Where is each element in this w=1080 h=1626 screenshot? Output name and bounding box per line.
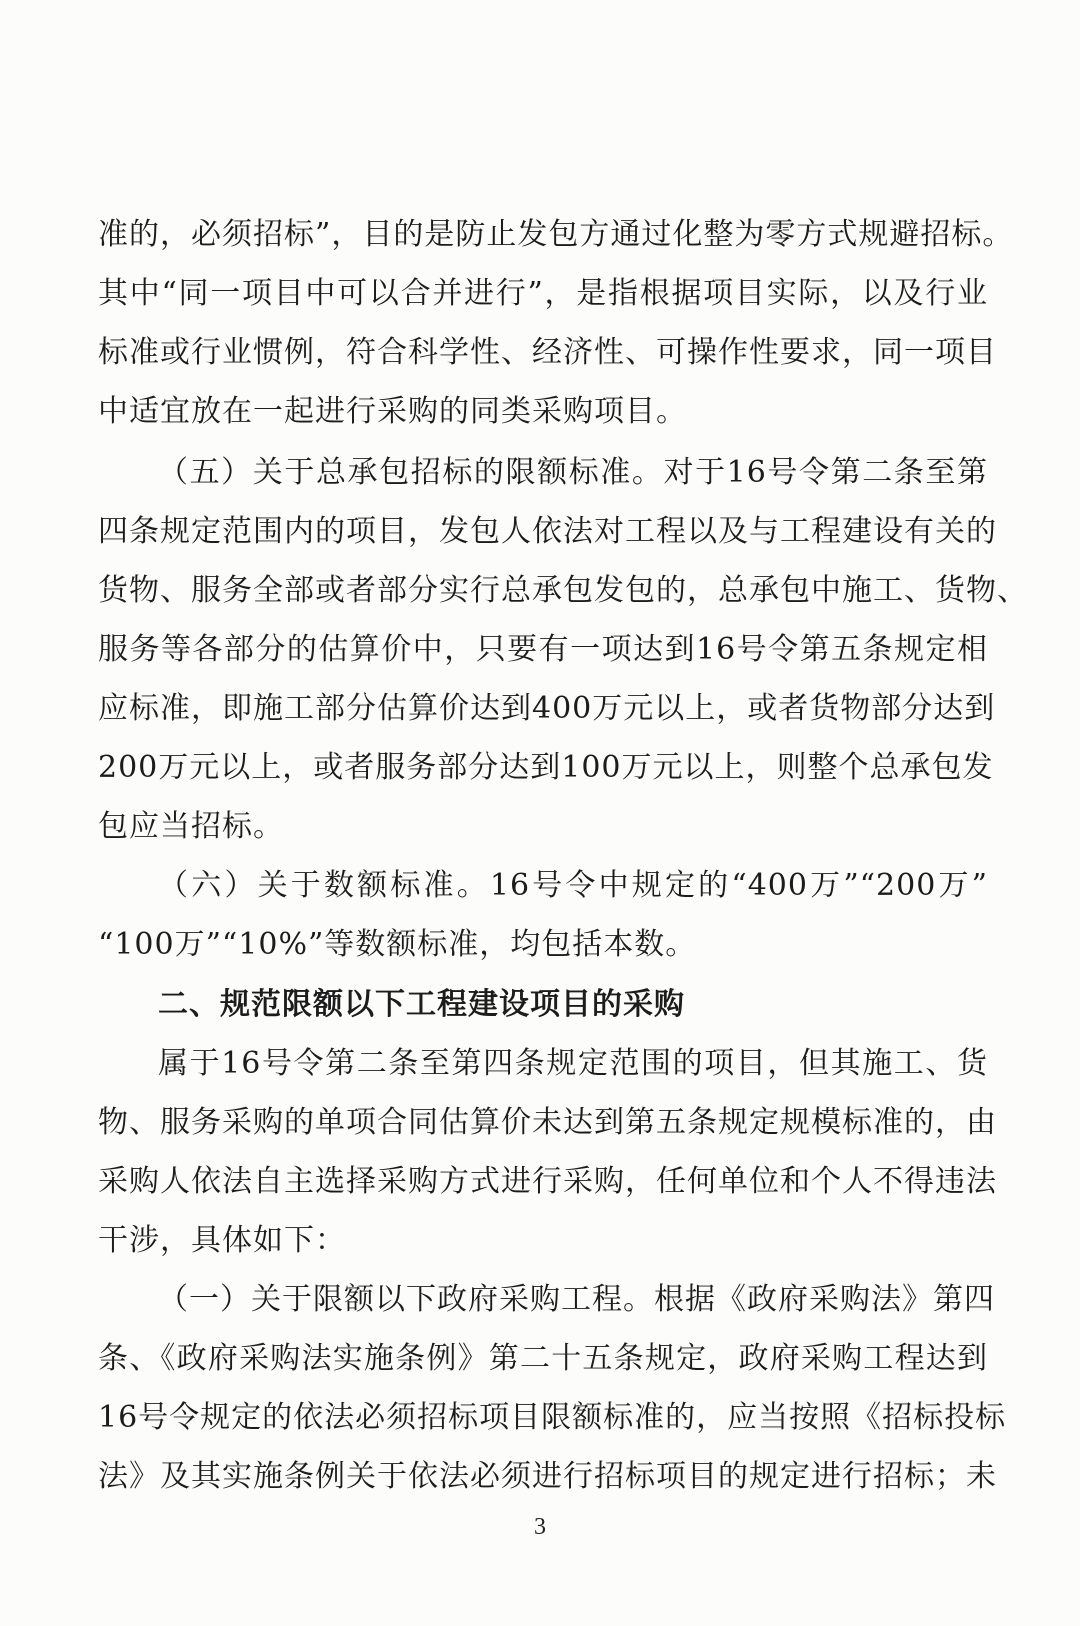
text-line: （五）关于总承包招标的限额标准。对于16号令第二条至第 [158, 455, 988, 490]
paragraph-section-6 [98, 856, 988, 974]
text-line: 标准或行业惯例，符合科学性、经济性、可操作性要求，同一项目 [98, 335, 997, 370]
text-line: 条、《政府采购法实施条例》第二十五条规定，政府采购工程达到 [98, 1341, 988, 1376]
text-line: 四条规定范围内的项目，发包人依法对工程以及与工程建设有关的 [98, 514, 997, 549]
paragraph-section-5 [98, 443, 1028, 856]
text-line: 其中“同一项目中可以合并进行”，是指根据项目实际，以及行业 [98, 276, 988, 311]
text-line: 货物、服务全部或者部分实行总承包发包的，总承包中施工、货物、 [98, 573, 1028, 608]
text-line: “100万”“10%”等数额标准，均包括本数。 [98, 927, 697, 962]
text-line: 服务等各部分的估算价中，只要有一项达到16号令第五条规定相 [98, 632, 988, 667]
text-line: 干涉，具体如下： [98, 1223, 346, 1258]
text-line: 16号令规定的依法必须招标项目限额标准的，应当按照《招标投标 [98, 1400, 1007, 1435]
paragraph-subsection-1 [98, 1270, 1007, 1506]
text-line: 中适宜放在一起进行采购的同类采购项目。 [98, 394, 687, 429]
page-number: 3 [534, 1514, 546, 1540]
section-heading: 二、规范限额以下工程建设项目的采购 [158, 987, 685, 1022]
text-line: 准的，必须招标”，目的是防止发包方通过化整为零方式规避招标。 [98, 217, 1014, 252]
text-line: 采购人依法自主选择采购方式进行采购，任何单位和个人不得违法 [98, 1164, 997, 1199]
text-line: 200万元以上，或者服务部分达到100万元以上，则整个总承包发 [98, 750, 994, 785]
text-line: 包应当招标。 [98, 809, 284, 844]
paragraph-intro-section-2 [98, 1034, 997, 1270]
text-line: 法》及其实施条例关于依法必须进行招标项目的规定进行招标；未 [98, 1459, 997, 1494]
text-line: 属于16号令第二条至第四条规定范围的项目，但其施工、货 [158, 1046, 988, 1081]
paragraph-continuation [98, 205, 1014, 441]
text-line: （六）关于数额标准。16号令中规定的“400万”“200万” [158, 868, 988, 903]
text-line: 应标准，即施工部分估算价达到400万元以上，或者货物部分达到 [98, 691, 996, 726]
text-line: 物、服务采购的单项合同估算价未达到第五条规定规模标准的，由 [98, 1105, 997, 1140]
text-line: （一）关于限额以下政府采购工程。根据《政府采购法》第四 [158, 1282, 995, 1317]
